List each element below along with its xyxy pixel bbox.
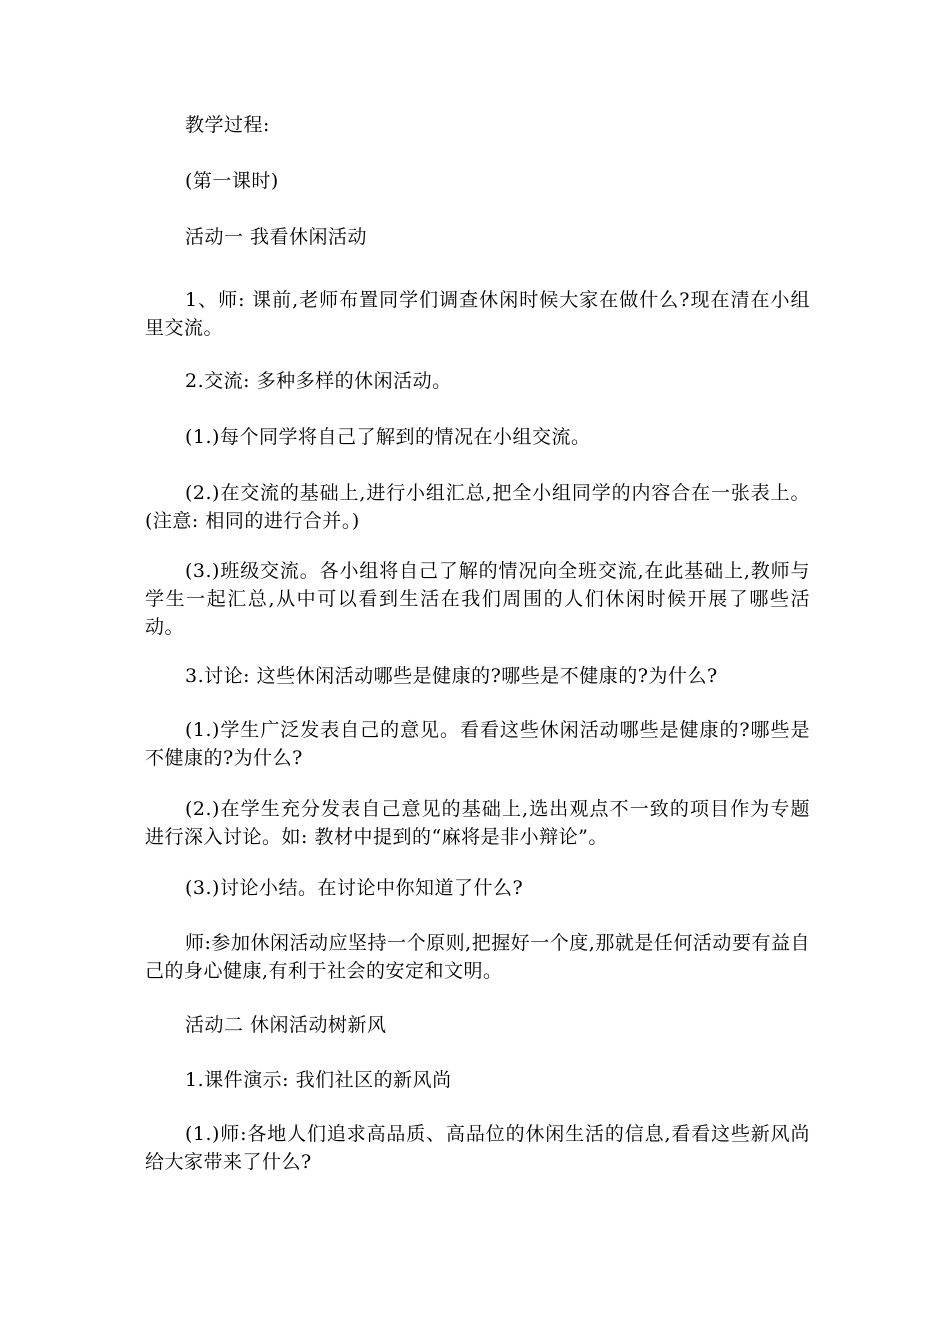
paragraph-step-3-1: (1.)学生广泛发表自己的意见。看看这些休闲活动哪些是健康的?哪些是不健康的?为什么? [145, 719, 810, 769]
paragraph-teacher-summary: 师:参加休闲活动应坚持一个原则,把握好一个度,那就是任何活动要有益自己的身心健康,有利于社会的安定和文明。 [145, 932, 810, 982]
heading-activity-two: 活动二 休闲活动树新风 [185, 1014, 387, 1036]
paragraph-step-3: 3.讨论: 这些休闲活动哪些是健康的?哪些是不健康的?为什么? [185, 665, 718, 687]
paragraph-step-2: 2.交流: 多种多样的休闲活动。 [185, 370, 452, 392]
paragraph-step-2-3: (3.)班级交流。各小组将自己了解的情况向全班交流,在此基础上,教师与学生一起汇总,从中可以看到生活在我们周围的人们休闲时候开展了哪些活动。 [145, 560, 810, 638]
heading-activity-one: 活动一 我看休闲活动 [185, 226, 368, 248]
paragraph-step-2-1: (1.)每个同学将自己了解到的情况在小组交流。 [185, 426, 591, 448]
paragraph-step-1: 1、师: 课前,老师布置同学们调查休闲时候大家在做什么?现在清在小组里交流。 [145, 289, 810, 339]
paragraph-courseware-demo: 1.课件演示: 我们社区的新风尚 [185, 1069, 452, 1091]
paragraph-step-3-2: (2.)在学生充分发表自己意见的基础上,选出观点不一致的项目作为专题进行深入讨论。如: 教材中提到的“麻将是非小辩论”。 [145, 798, 810, 848]
heading-teaching-process: 教学过程: [185, 114, 270, 136]
paragraph-courseware-1: (1.)师:各地人们追求高品质、高品位的休闲生活的信息,看看这些新风尚给大家带来了什么? [145, 1123, 810, 1173]
paragraph-step-3-3: (3.)讨论小结。在讨论中你知道了什么? [185, 877, 524, 899]
paragraph-step-2-2: (2.)在交流的基础上,进行小组汇总,把全小组同学的内容合在一张表上。(注意: 相同的进行合并。) [145, 482, 810, 532]
heading-first-lesson: (第一课时) [185, 170, 279, 192]
